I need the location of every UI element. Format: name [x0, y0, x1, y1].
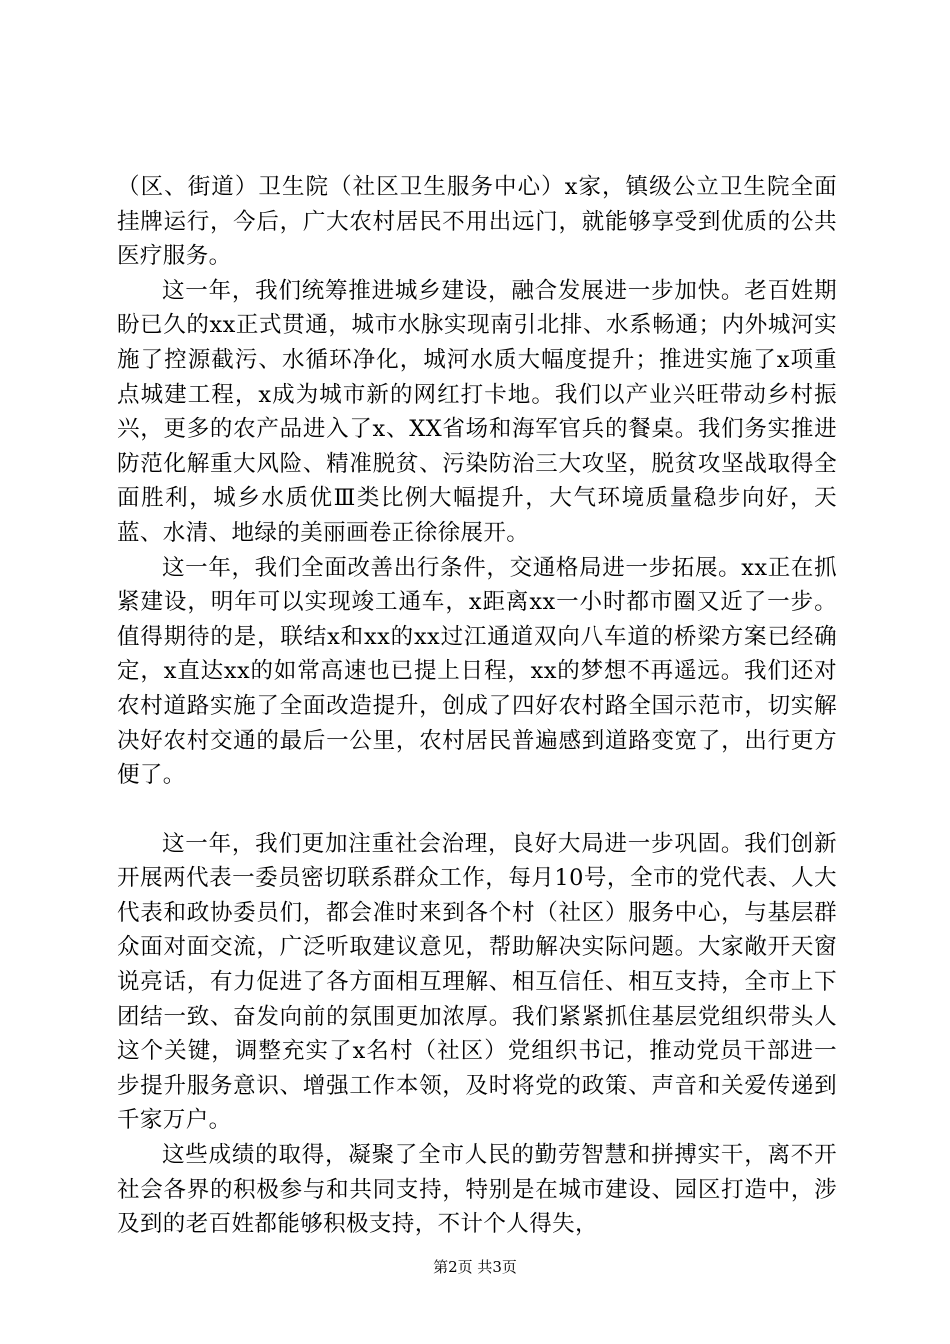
- paragraph-health-services: （区、街道）卫生院（社区卫生服务中心）x家，镇级公立卫生院全面挂牌运行，今后，广大农村居民不用出远门，就能够享受到优质的公共医疗服务。: [117, 174, 837, 270]
- document-body: [117, 170, 837, 1242]
- paragraph-achievements: 这些成绩的取得，凝聚了全市人民的勤劳智慧和拼搏实干，离不开社会各界的积极参与和共同支持，特别是在城市建设、园区打造中，涉及到的老百姓都能够积极支持，不计个人得失，: [117, 1142, 837, 1238]
- page-number-footer: 第2页 共3页: [433, 1258, 517, 1276]
- paragraph-transportation: 这一年，我们全面改善出行条件，交通格局进一步拓展。xx正在抓紧建设，明年可以实现竣工通车，x距离xx一小时都市圈又近了一步。值得期待的是，联结x和xx的xx过江通道双向八车道的桥梁方案已经确定，x直达xx的如常高速也已提上日程，xx的梦想不再遥远。我们还对农村道路实施了全面改造提升，创成了四好农村路全国示范市，切实解决好农村交通的最后一公里，农村居民普遍感到道路变宽了，出行更方便了。: [117, 554, 837, 789]
- paragraph-spacer: [117, 793, 837, 827]
- paragraph-social-governance: 这一年，我们更加注重社会治理，良好大局进一步巩固。我们创新开展两代表一委员密切联系群众工作，每月10号，全市的党代表、人大代表和政协委员们，都会准时来到各个村（社区）服务中心，与基层群众面对面交流，广泛听取建议意见，帮助解决实际问题。大家敞开天窗说亮话，有力促进了各方面相互理解、相互信任、相互支持，全市上下团结一致、奋发向前的氛围更加浓厚。我们紧紧抓住基层党组织带头人这个关键，调整充实了x名村（社区）党组织书记，推动党员干部进一步提升服务意识、增强工作本领，及时将党的政策、声音和关爱传递到千家万户。: [117, 830, 837, 1134]
- paragraph-urban-rural-construction: 这一年，我们统筹推进城乡建设，融合发展进一步加快。老百姓期盼已久的xx正式贯通，城市水脉实现南引北排、水系畅通；内外城河实施了控源截污、水循环净化，城河水质大幅度提升；推进实施了x项重点城建工程，x成为城市新的网红打卡地。我们以产业兴旺带动乡村振兴，更多的农产品进入了x、XX省场和海军官兵的餐桌。我们务实推进防范化解重大风险、精准脱贫、污染防治三大攻坚，脱贫攻坚战取得全面胜利，城乡水质优Ⅲ类比例大幅提升，大气环境质量稳步向好，天蓝、水清、地绿的美丽画卷正徐徐展开。: [117, 277, 837, 546]
